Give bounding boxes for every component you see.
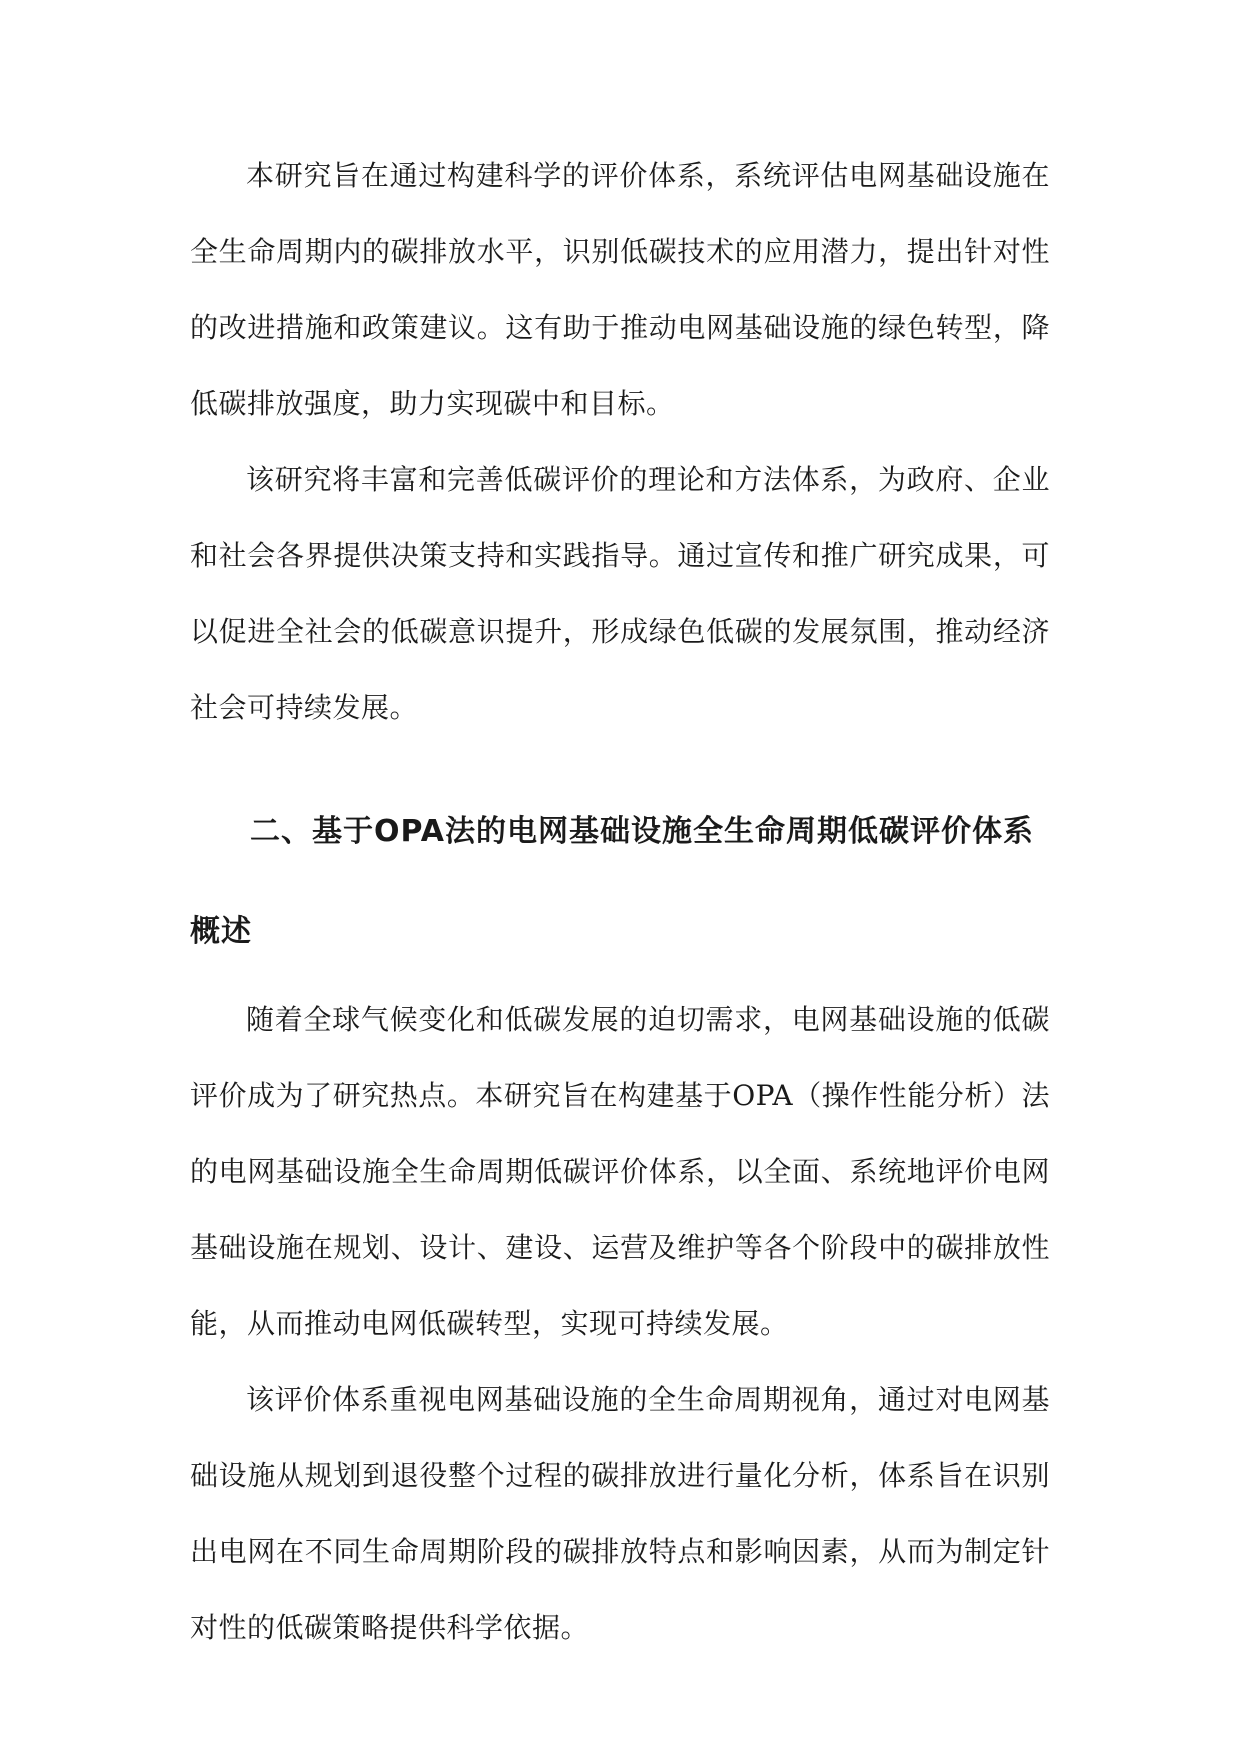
document-page: [190, 138, 1050, 1666]
body-paragraph: 该研究将丰富和完善低碳评价的理论和方法体系，为政府、企业和社会各界提供决策支持和实践指导。通过宣传和推广研究成果，可以促进全社会的低碳意识提升，形成绿色低碳的发展氛围，推动经济社会可持续发展。: [190, 463, 1050, 724]
body-paragraph: 随着全球气候变化和低碳发展的迫切需求，电网基础设施的低碳评价成为了研究热点。本研究旨在构建基于OPA（操作性能分析）法的电网基础设施全生命周期低碳评价体系，以全面、系统地评价电网基础设施在规划、设计、建设、运营及维护等各个阶段中的碳排放性能，从而推动电网低碳转型，实现可持续发展。: [190, 1003, 1050, 1340]
body-paragraph: 该评价体系重视电网基础设施的全生命周期视角，通过对电网基础设施从规划到退役整个过程的碳排放进行量化分析，体系旨在识别出电网在不同生命周期阶段的碳排放特点和影响因素，从而为制定针对性的低碳策略提供科学依据。: [190, 1383, 1050, 1644]
section-heading: 二、基于OPA法的电网基础设施全生命周期低碳评价体系概述: [190, 814, 1034, 949]
body-paragraph: 本研究旨在通过构建科学的评价体系，系统评估电网基础设施在全生命周期内的碳排放水平，识别低碳技术的应用潜力，提出针对性的改进措施和政策建议。这有助于推动电网基础设施的绿色转型，降低碳排放强度，助力实现碳中和目标。: [190, 159, 1050, 420]
